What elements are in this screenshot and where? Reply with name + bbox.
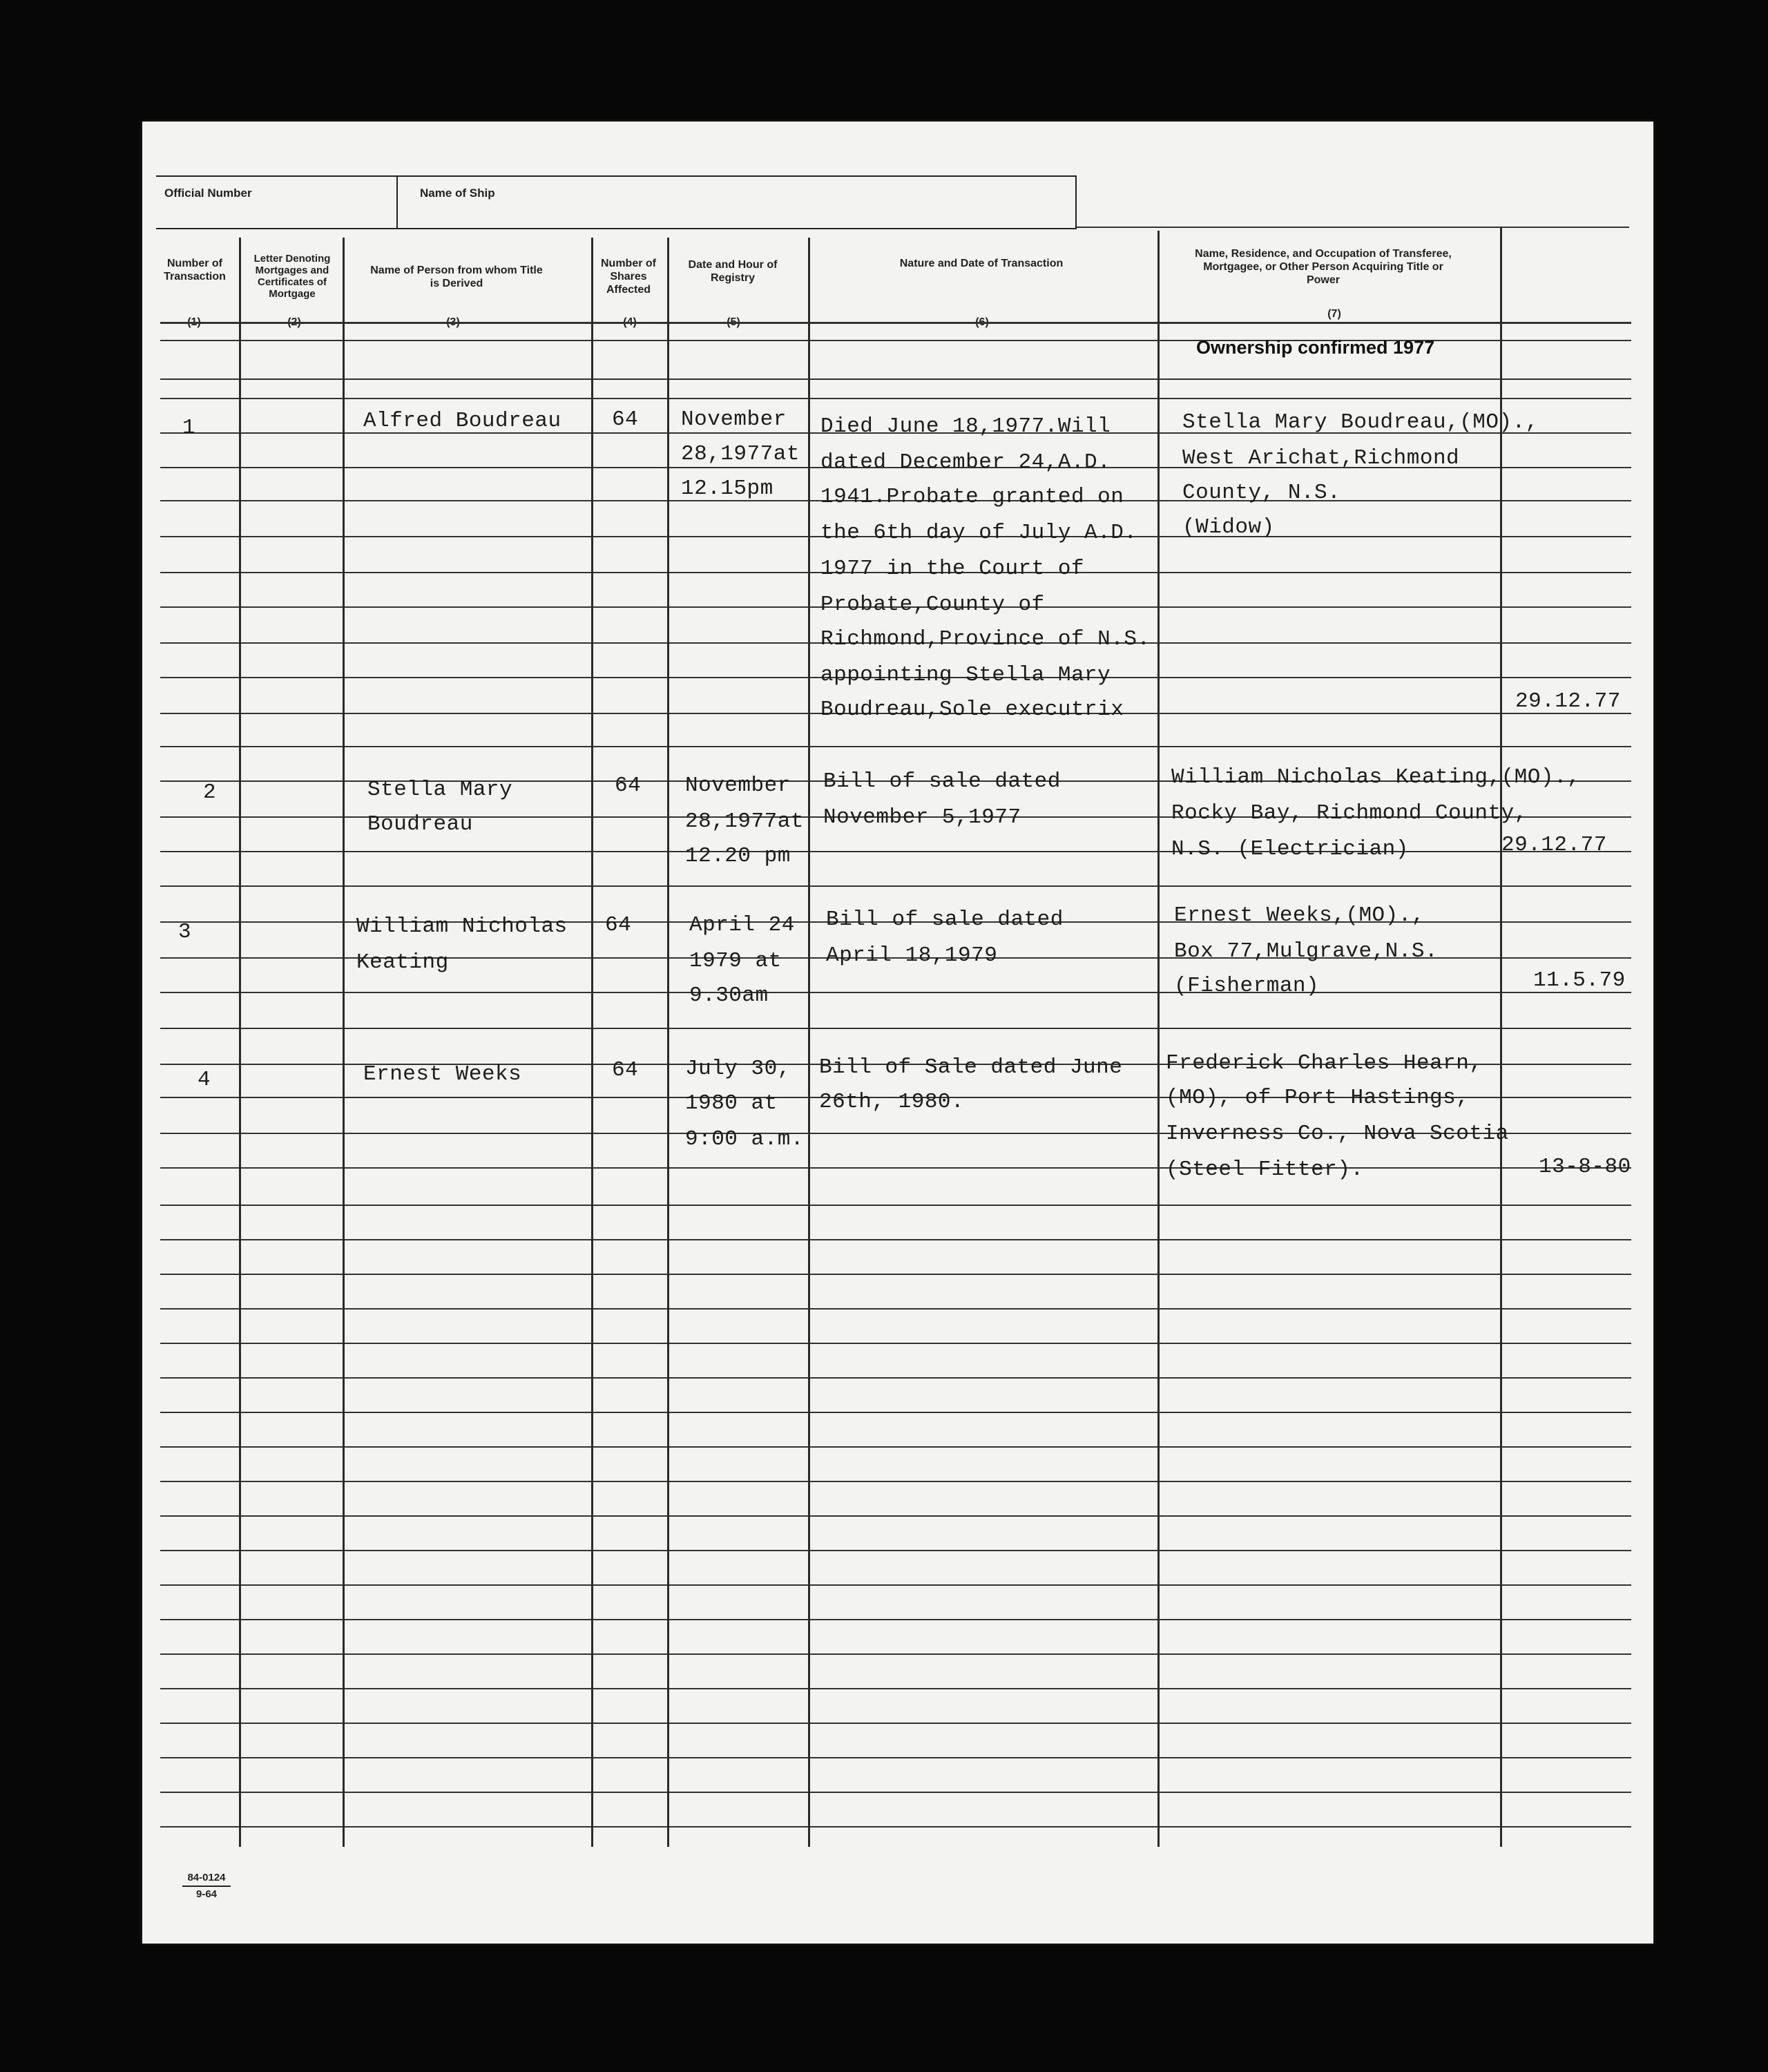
transaction-3-transferee-3: (Fisherman) xyxy=(1174,974,1320,998)
transaction-2-from-1: Stella Mary xyxy=(367,778,513,802)
transaction-4-number: 4 xyxy=(198,1068,211,1092)
ruled-line xyxy=(160,1205,1631,1206)
column-header-4: Number of Shares Affected xyxy=(601,258,656,296)
ruled-line xyxy=(160,1377,1631,1379)
ruled-line xyxy=(160,1343,1631,1344)
transaction-1-transferee-1: Stella Mary Boudreau,(MO)., xyxy=(1182,410,1539,434)
column-header-5: Date and Hour of Registry xyxy=(688,259,778,284)
transaction-4-transferee-4: (Steel Fitter). xyxy=(1166,1158,1364,1182)
column-number-1: (1) xyxy=(187,316,201,328)
ruled-line xyxy=(160,851,1631,852)
form-code-bottom: 9-64 xyxy=(195,1888,218,1900)
ruled-line xyxy=(160,885,1631,887)
transaction-3-transferee-1: Ernest Weeks,(MO)., xyxy=(1174,903,1425,928)
transaction-4-registry-3: 9:00 a.m. xyxy=(685,1127,804,1151)
transaction-2-number: 2 xyxy=(203,780,217,805)
transaction-4-margin-date: 13-8-80 xyxy=(1539,1155,1631,1179)
column-number-6: (6) xyxy=(975,316,989,328)
transaction-1-nature-4: the 6th day of July A.D. xyxy=(820,521,1137,545)
transaction-2-from-2: Boudreau xyxy=(367,812,473,836)
transaction-1-margin-date: 29.12.77 xyxy=(1515,689,1621,713)
transaction-2-registry-3: 12.20 pm xyxy=(685,844,791,868)
ruled-line xyxy=(160,1619,1631,1620)
header-divider xyxy=(396,177,398,228)
ruled-line xyxy=(160,1584,1631,1586)
transaction-4-registry-1: July 30, xyxy=(685,1057,791,1081)
column-header-1: Number of Transaction xyxy=(164,258,226,282)
transaction-4-transferee-1: Frederick Charles Hearn, xyxy=(1166,1051,1483,1075)
column-number-5: (5) xyxy=(727,316,740,328)
ruled-line xyxy=(160,1688,1631,1689)
transaction-1-nature-6: Probate,County of xyxy=(820,593,1045,617)
transaction-2-transferee-2: Rocky Bay, Richmond County, xyxy=(1171,801,1528,825)
column-divider-4 xyxy=(667,238,669,1847)
ruled-line xyxy=(160,398,1631,399)
transaction-3-margin-date: 11.5.79 xyxy=(1533,968,1626,992)
transaction-1-transferee-4: (Widow) xyxy=(1182,515,1275,539)
transaction-1-transferee-3: County, N.S. xyxy=(1182,481,1341,505)
ruled-line xyxy=(160,1308,1631,1310)
column-divider-7 xyxy=(1500,227,1502,1847)
ruled-line xyxy=(160,1653,1631,1655)
transaction-3-from-1: William Nicholas xyxy=(356,914,568,939)
transaction-3-transferee-2: Box 77,Mulgrave,N.S. xyxy=(1174,939,1439,963)
ruled-line xyxy=(160,1515,1631,1517)
transaction-1-registry-1: November xyxy=(681,407,787,432)
ruled-line xyxy=(160,322,1631,324)
ship-identification-box xyxy=(156,175,1077,229)
transaction-1-nature-5: 1977 in the Court of xyxy=(820,557,1085,581)
column-divider-1 xyxy=(239,238,241,1847)
transaction-2-transferee-1: William Nicholas Keating,(MO)., xyxy=(1171,765,1581,789)
transaction-1-registry-2: 28,1977at xyxy=(681,442,800,466)
transaction-2-registry-2: 28,1977at xyxy=(685,809,804,834)
ruled-line xyxy=(160,746,1631,747)
header-rule-extension xyxy=(1077,227,1629,228)
ruled-line xyxy=(160,1239,1631,1240)
transaction-2-nature-2: November 5,1977 xyxy=(823,805,1021,829)
transaction-3-registry-3: 9.30am xyxy=(689,984,769,1008)
transaction-1-from: Alfred Boudreau xyxy=(363,409,561,433)
ruled-line xyxy=(160,1723,1631,1724)
ownership-confirmed-stamp: Ownership confirmed 1977 xyxy=(1196,337,1435,358)
register-sheet xyxy=(142,122,1653,1944)
ruled-line xyxy=(160,1274,1631,1275)
transaction-2-registry-1: November xyxy=(685,774,791,798)
transaction-3-nature-2: April 18,1979 xyxy=(826,943,998,968)
transaction-3-registry-2: 1979 at xyxy=(689,949,782,973)
transaction-3-nature-1: Bill of sale dated xyxy=(826,908,1064,932)
ruled-line xyxy=(160,1826,1631,1828)
column-divider-5 xyxy=(808,238,810,1847)
ruled-line xyxy=(160,1757,1631,1758)
column-divider-3 xyxy=(591,238,593,1847)
transaction-4-from: Ernest Weeks xyxy=(363,1062,522,1086)
column-header-6: Nature and Date of Transaction xyxy=(899,258,1064,269)
transaction-3-from-2: Keating xyxy=(356,950,449,975)
transaction-1-registry-3: 12.15pm xyxy=(681,477,774,501)
transaction-2-margin-date: 29.12.77 xyxy=(1501,833,1607,857)
transaction-1-nature-7: Richmond,Province of N.S. xyxy=(820,627,1151,651)
transaction-1-nature-8: appointing Stella Mary xyxy=(820,663,1111,687)
ruled-line xyxy=(160,1550,1631,1551)
transaction-1-nature-3: 1941.Probate granted on xyxy=(820,485,1124,509)
column-number-3: (3) xyxy=(446,316,460,328)
column-header-3: Name of Person from whom Title is Derived xyxy=(370,265,543,289)
transaction-1-nature-9: Boudreau,Sole executrix xyxy=(820,698,1124,722)
transaction-4-nature-2: 26th, 1980. xyxy=(819,1090,965,1114)
column-number-7: (7) xyxy=(1327,308,1341,320)
form-code xyxy=(182,1872,231,1901)
transaction-1-number: 1 xyxy=(182,416,196,440)
column-number-2: (2) xyxy=(287,316,301,328)
ruled-line xyxy=(160,1446,1631,1448)
column-divider-2 xyxy=(343,238,345,1847)
transaction-4-shares: 64 xyxy=(612,1058,639,1082)
official-number-label: Official Number xyxy=(164,186,252,200)
transaction-2-nature-1: Bill of sale dated xyxy=(823,769,1061,794)
ruled-line xyxy=(160,1167,1631,1169)
transaction-2-transferee-3: N.S. (Electrician) xyxy=(1171,837,1409,861)
transaction-4-registry-2: 1980 at xyxy=(685,1091,778,1115)
transaction-1-nature-1: Died June 18,1977.Will xyxy=(820,414,1111,439)
transaction-1-shares: 64 xyxy=(612,407,639,432)
column-number-4: (4) xyxy=(623,316,637,328)
transaction-2-shares: 64 xyxy=(615,774,642,798)
transaction-1-nature-2: dated December 24,A.D. xyxy=(820,450,1111,474)
transaction-3-shares: 64 xyxy=(605,913,632,937)
transaction-4-transferee-3: Inverness Co., Nova Scotia xyxy=(1166,1122,1509,1146)
ruled-line xyxy=(160,992,1631,993)
ruled-line xyxy=(160,1412,1631,1413)
transaction-4-nature-1: Bill of Sale dated June xyxy=(819,1055,1123,1080)
ruled-line xyxy=(160,1028,1631,1029)
ruled-line xyxy=(160,1481,1631,1482)
transaction-3-registry-1: April 24 xyxy=(689,913,795,937)
column-header-2: Letter Denoting Mortgages and Certificates of Mortgage xyxy=(253,253,331,300)
ship-name-label: Name of Ship xyxy=(420,186,495,200)
form-code-bar xyxy=(182,1886,231,1887)
transaction-4-transferee-2: (MO), of Port Hastings, xyxy=(1166,1086,1470,1110)
column-divider-6 xyxy=(1157,231,1160,1847)
transaction-1-transferee-2: West Arichat,Richmond xyxy=(1182,446,1460,470)
form-code-top: 84-0124 xyxy=(187,1872,226,1883)
transaction-3-number: 3 xyxy=(178,920,192,944)
ruled-line xyxy=(160,1792,1631,1793)
ruled-line xyxy=(160,378,1631,380)
column-header-7: Name, Residence, and Occupation of Transferee, Mortgagee, or Other Person Acquiring Title or Power xyxy=(1195,248,1452,286)
